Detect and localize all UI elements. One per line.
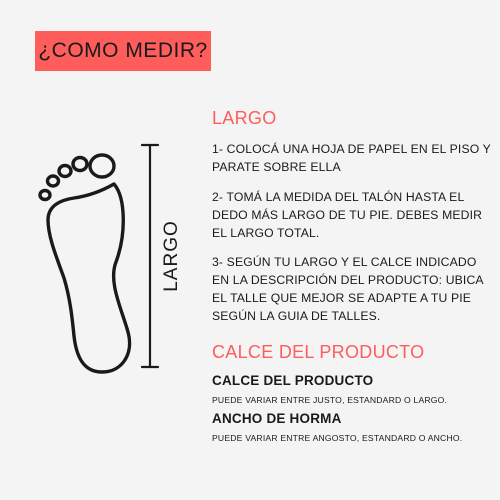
measure-line-icon	[140, 143, 160, 369]
step-2: 2- TOMÁ LA MEDIDA DEL TALÓN HASTA EL DEDO MÁS LARGO DE TU PIE. DEBES MEDIR EL LARGO TOTAL.	[212, 190, 483, 240]
calce-title: CALCE DEL PRODUCTO	[212, 373, 374, 388]
page-title: ¿COMO MEDIR?	[38, 39, 208, 62]
title-banner	[35, 31, 211, 71]
calce-text: PUEDE VARIAR ENTRE JUSTO, ESTANDARD O LARGO.	[212, 395, 448, 405]
ancho-text: PUEDE VARIAR ENTRE ANGOSTO, ESTANDARD O ANCHO.	[212, 433, 463, 443]
step-1: 1- COLOCÁ UNA HOJA DE PAPEL EN EL PISO Y PARATE SOBRE ELLA	[212, 142, 491, 174]
largo-heading: LARGO	[212, 108, 277, 128]
calce-heading: CALCE DEL PRODUCTO	[212, 342, 425, 362]
ancho-title: ANCHO DE HORMA	[212, 411, 342, 426]
instructions-column	[212, 108, 492, 443]
length-label: LARGO	[161, 220, 182, 292]
foot-outline-icon	[30, 140, 140, 380]
step-3: 3- SEGÚN TU LARGO Y EL CALCE INDICADO EN LA DESCRIPCIÓN DEL PRODUCTO: UBICA EL TALLE QUE MEJOR SE ADAPTE A TU PIE SEGÚN LA GUIA DE TALLES.	[212, 255, 484, 323]
